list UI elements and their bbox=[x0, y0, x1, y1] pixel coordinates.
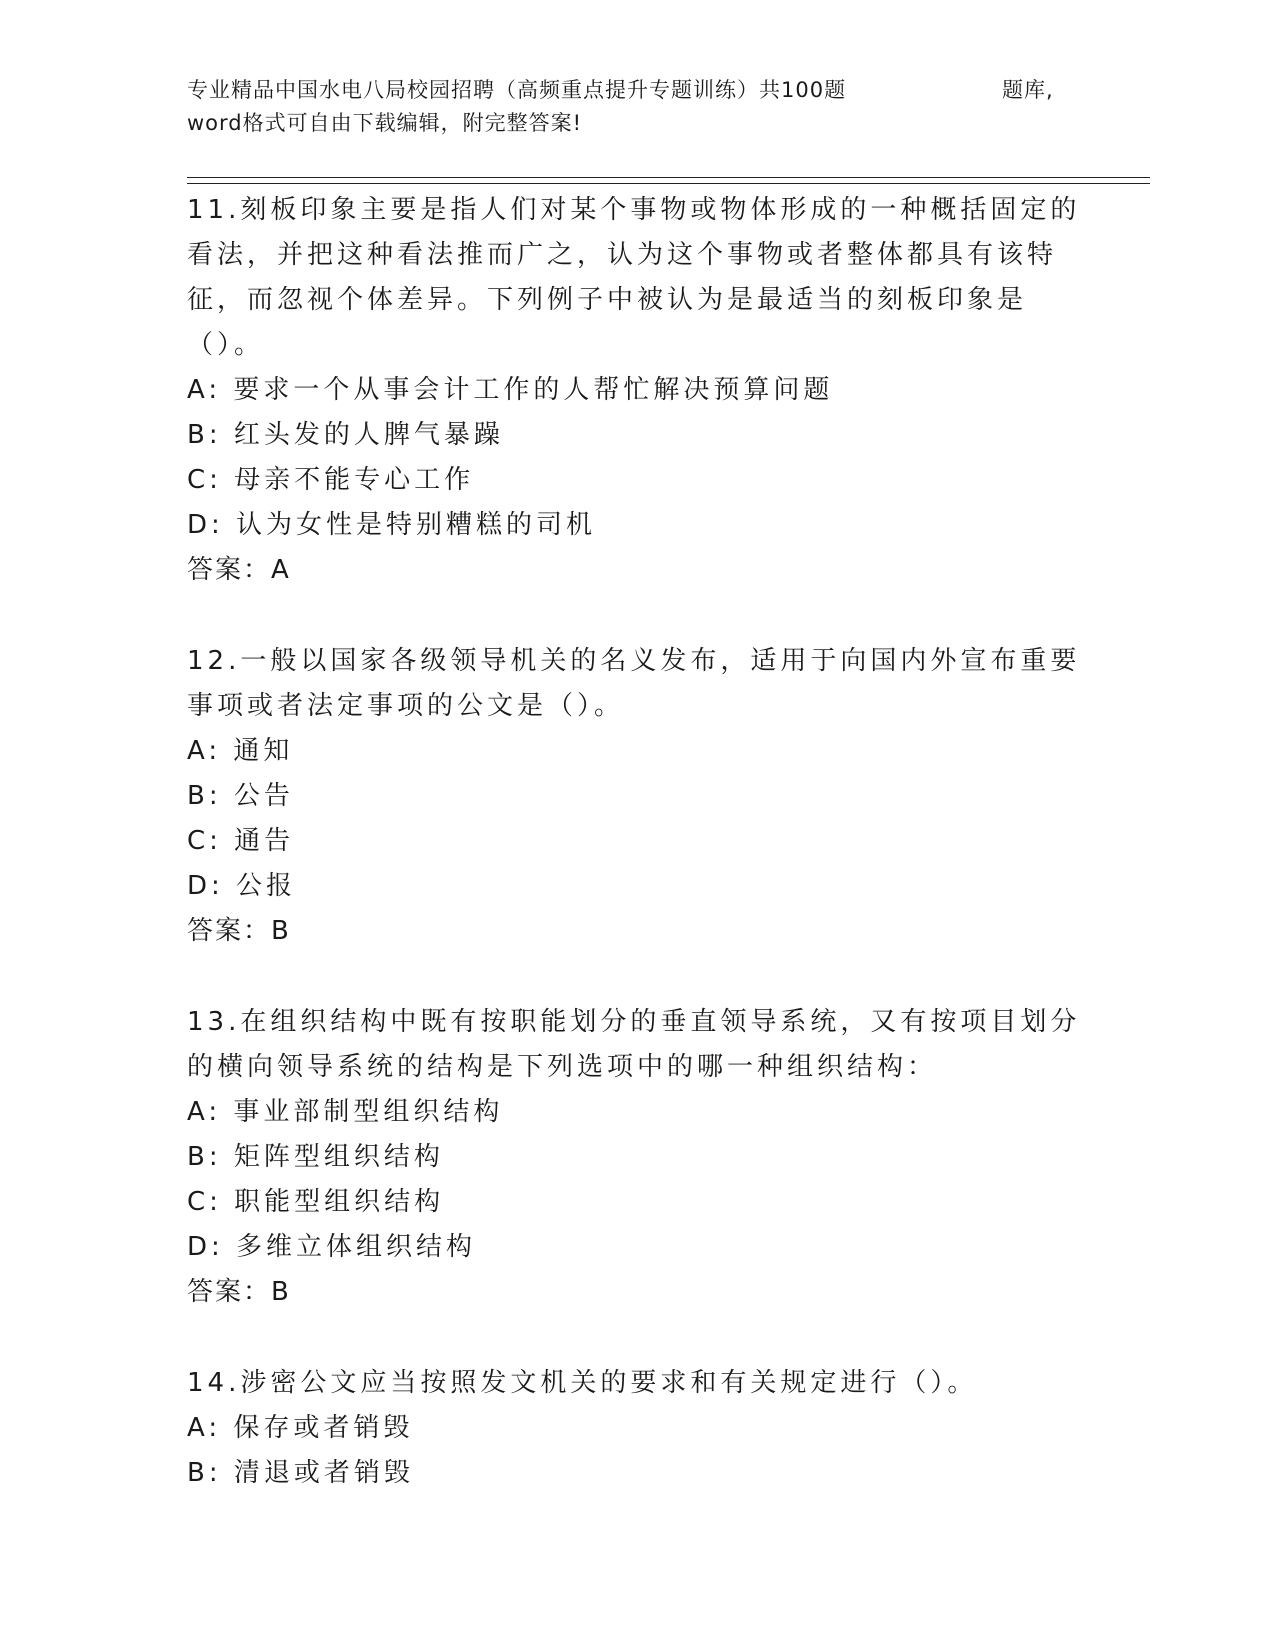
header-subtitle: word格式可自由下载编辑，附完整答案! bbox=[187, 111, 583, 135]
question-stem: 13.在组织结构中既有按职能划分的垂直领导系统，又有按项目划分的横向领导系统的结构是下列选项中的哪一种组织结构： bbox=[187, 1007, 1081, 1082]
question-13 bbox=[187, 1000, 1087, 1315]
option-b: B: 矩阵型组织结构 bbox=[187, 1142, 444, 1172]
question-stem: 11.刻板印象主要是指人们对某个事物或物体形成的一种概括固定的看法，并把这种看法推而广之，认为这个事物或者整体都具有该特征，而忽视个体差异。下列例子中被认为是最适当的刻板印象是（）。 bbox=[187, 195, 1081, 360]
option-b: B: 红头发的人脾气暴躁 bbox=[187, 420, 504, 450]
header-divider-top bbox=[187, 177, 1150, 178]
answer: 答案：B bbox=[187, 916, 291, 946]
option-d: D: 公报 bbox=[187, 871, 297, 901]
answer: 答案：A bbox=[187, 555, 291, 585]
question-11 bbox=[187, 188, 1087, 593]
option-c: C: 通告 bbox=[187, 826, 295, 856]
question-list bbox=[187, 188, 1087, 1542]
header-line-1 bbox=[187, 74, 1057, 107]
answer: 答案：B bbox=[187, 1277, 291, 1307]
option-c: C: 母亲不能专心工作 bbox=[187, 465, 475, 495]
header-divider-bottom bbox=[187, 183, 1150, 184]
header-title-suffix: 题库, bbox=[1002, 78, 1054, 102]
option-b: B: 清退或者销毁 bbox=[187, 1458, 414, 1488]
question-14 bbox=[187, 1361, 1087, 1496]
option-a: A: 要求一个从事会计工作的人帮忙解决预算问题 bbox=[187, 375, 834, 405]
option-d: D: 认为女性是特别糟糕的司机 bbox=[187, 510, 597, 540]
page-header bbox=[187, 74, 1057, 140]
question-12 bbox=[187, 639, 1087, 954]
question-stem: 14.涉密公文应当按照发文机关的要求和有关规定进行（）。 bbox=[187, 1368, 978, 1398]
option-d: D: 多维立体组织结构 bbox=[187, 1232, 477, 1262]
option-a: A: 事业部制型组织结构 bbox=[187, 1097, 504, 1127]
option-b: B: 公告 bbox=[187, 781, 294, 811]
header-title: 专业精品中国水电八局校园招聘（高频重点提升专题训练）共100题 bbox=[187, 78, 847, 102]
question-stem: 12.一般以国家各级领导机关的名义发布，适用于向国内外宣布重要事项或者法定事项的公文是（）。 bbox=[187, 646, 1081, 721]
option-a: A: 保存或者销毁 bbox=[187, 1413, 414, 1443]
option-c: C: 职能型组织结构 bbox=[187, 1187, 445, 1217]
option-a: A: 通知 bbox=[187, 736, 294, 766]
